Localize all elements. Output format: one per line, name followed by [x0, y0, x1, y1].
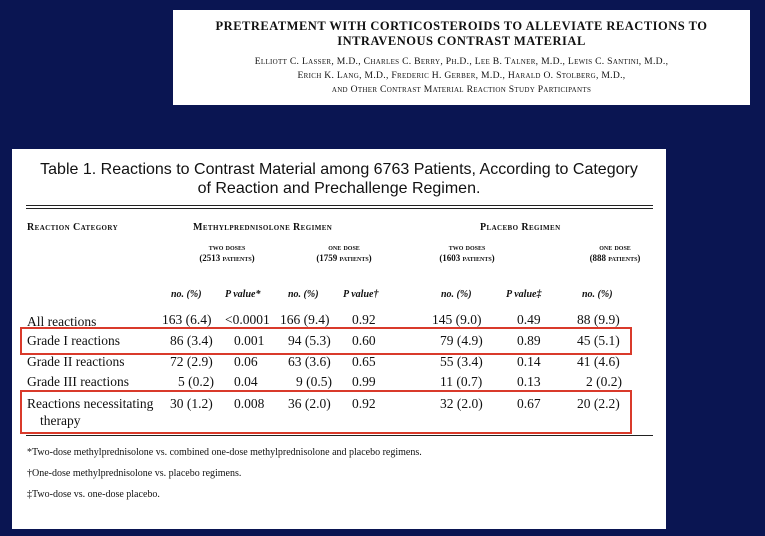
- group-line-2: (1759 patients): [316, 253, 372, 263]
- table-title-line-1: Table 1. Reactions to Contrast Material among 6763 Patients, According to Category: [40, 161, 638, 178]
- footnote-2: †One-dose methylprednisolone vs. placebo regimens.: [27, 468, 242, 479]
- table-bottom-rule: [26, 435, 653, 436]
- paper-authors: [181, 55, 742, 97]
- cell: 11 (0.7): [440, 374, 483, 389]
- table-card: [12, 149, 666, 529]
- paper-title: [181, 19, 742, 49]
- paper-title-card: [173, 10, 750, 105]
- cell: 32 (2.0): [440, 396, 483, 411]
- group-line-1: two doses: [448, 242, 486, 252]
- cell: 45 (5.1): [577, 333, 620, 348]
- group-line-1: two doses: [208, 242, 246, 252]
- cell: 55 (3.4): [440, 354, 483, 369]
- cell: 9 (0.5): [296, 374, 332, 389]
- cell: 0.001: [234, 333, 265, 348]
- cell: 0.92: [352, 312, 376, 327]
- header-group-placebo-two: [412, 242, 522, 264]
- cell: 0.13: [517, 374, 541, 389]
- header-reaction-category: Reaction Category: [27, 222, 119, 233]
- group-line-1: one dose: [599, 242, 631, 252]
- cell: 36 (2.0): [288, 396, 331, 411]
- cell: 0.65: [352, 354, 376, 369]
- cell: 0.14: [517, 354, 541, 369]
- cell: 0.99: [352, 374, 376, 389]
- unit-p-value-3: P value‡: [506, 289, 542, 300]
- group-line-2: (2513 patients): [199, 253, 255, 263]
- cell: 0.008: [234, 396, 265, 411]
- cell: 30 (1.2): [170, 396, 213, 411]
- table-title-line-2: of Reaction and Prechallenge Regimen.: [197, 180, 481, 197]
- cell: 63 (3.6): [288, 354, 331, 369]
- row-label-grade-i: Grade I reactions: [27, 333, 120, 348]
- unit-no-pct-2: no. (%): [288, 289, 319, 300]
- cell: 86 (3.4): [170, 333, 213, 348]
- row-label-necessitating-cont: therapy: [40, 413, 81, 428]
- header-group-placebo-one: [567, 242, 663, 264]
- cell: 0.89: [517, 333, 541, 348]
- cell: 2 (0.2): [586, 374, 622, 389]
- cell: 0.92: [352, 396, 376, 411]
- group-line-2: (888 patients): [589, 253, 641, 263]
- row-label-grade-ii: Grade II reactions: [27, 354, 125, 369]
- unit-p-value-1: P value*: [225, 289, 261, 300]
- header-placebo-regimen: Placebo Regimen: [480, 222, 561, 233]
- header-group-methyl-two: [172, 242, 282, 264]
- table-top-rule-2: [26, 208, 653, 209]
- table-title: [12, 160, 666, 198]
- author-line-1: Elliott C. Lasser, M.D., Charles C. Berry, Ph.D., Lee B. Talner, M.D., Lewis C. Santini, M.D.,: [254, 56, 669, 67]
- cell: 0.67: [517, 396, 541, 411]
- header-methyl-regimen: Methylprednisolone Regimen: [193, 222, 333, 233]
- unit-p-value-2: P value†: [343, 289, 379, 300]
- cell: 79 (4.9): [440, 333, 483, 348]
- row-label-all-reactions: All reactions: [27, 314, 97, 329]
- unit-no-pct-3: no. (%): [441, 289, 472, 300]
- cell: 88 (9.9): [577, 312, 620, 327]
- unit-no-pct-4: no. (%): [582, 289, 613, 300]
- cell: 0.49: [517, 312, 541, 327]
- paper-title-line-1: PRETREATMENT WITH CORTICOSTEROIDS TO ALLEVIATE REACTIONS TO: [215, 19, 708, 33]
- group-line-2: (1603 patients): [439, 253, 495, 263]
- cell: <0.0001: [225, 312, 270, 327]
- author-line-3: and Other Contrast Material Reaction Study Participants: [331, 84, 592, 95]
- cell: 94 (5.3): [288, 333, 331, 348]
- cell: 20 (2.2): [577, 396, 620, 411]
- footnote-1: *Two-dose methylprednisolone vs. combined one-dose methylprednisolone and placebo regimens.: [27, 447, 422, 458]
- table-top-rule: [26, 205, 653, 206]
- cell: 0.60: [352, 333, 376, 348]
- highlight-box-therapy: [20, 390, 632, 434]
- cell: 163 (6.4): [162, 312, 212, 327]
- cell: 0.06: [234, 354, 258, 369]
- cell: 72 (2.9): [170, 354, 213, 369]
- paper-title-line-2: INTRAVENOUS CONTRAST MATERIAL: [337, 34, 586, 48]
- row-label-grade-iii: Grade III reactions: [27, 374, 129, 389]
- cell: 41 (4.6): [577, 354, 620, 369]
- cell: 145 (9.0): [432, 312, 482, 327]
- footnote-3: ‡Two-dose vs. one-dose placebo.: [27, 489, 160, 500]
- row-label-necessitating: Reactions necessitating: [27, 396, 154, 411]
- group-line-1: one dose: [328, 242, 360, 252]
- cell: 166 (9.4): [280, 312, 330, 327]
- highlight-box-grade-i: [20, 327, 632, 355]
- cell: 0.04: [234, 374, 258, 389]
- unit-no-pct-1: no. (%): [171, 289, 202, 300]
- header-group-methyl-one: [289, 242, 399, 264]
- cell: 5 (0.2): [178, 374, 214, 389]
- author-line-2: Erich K. Lang, M.D., Frederic H. Gerber, M.D., Harald O. Stolberg, M.D.,: [297, 70, 626, 81]
